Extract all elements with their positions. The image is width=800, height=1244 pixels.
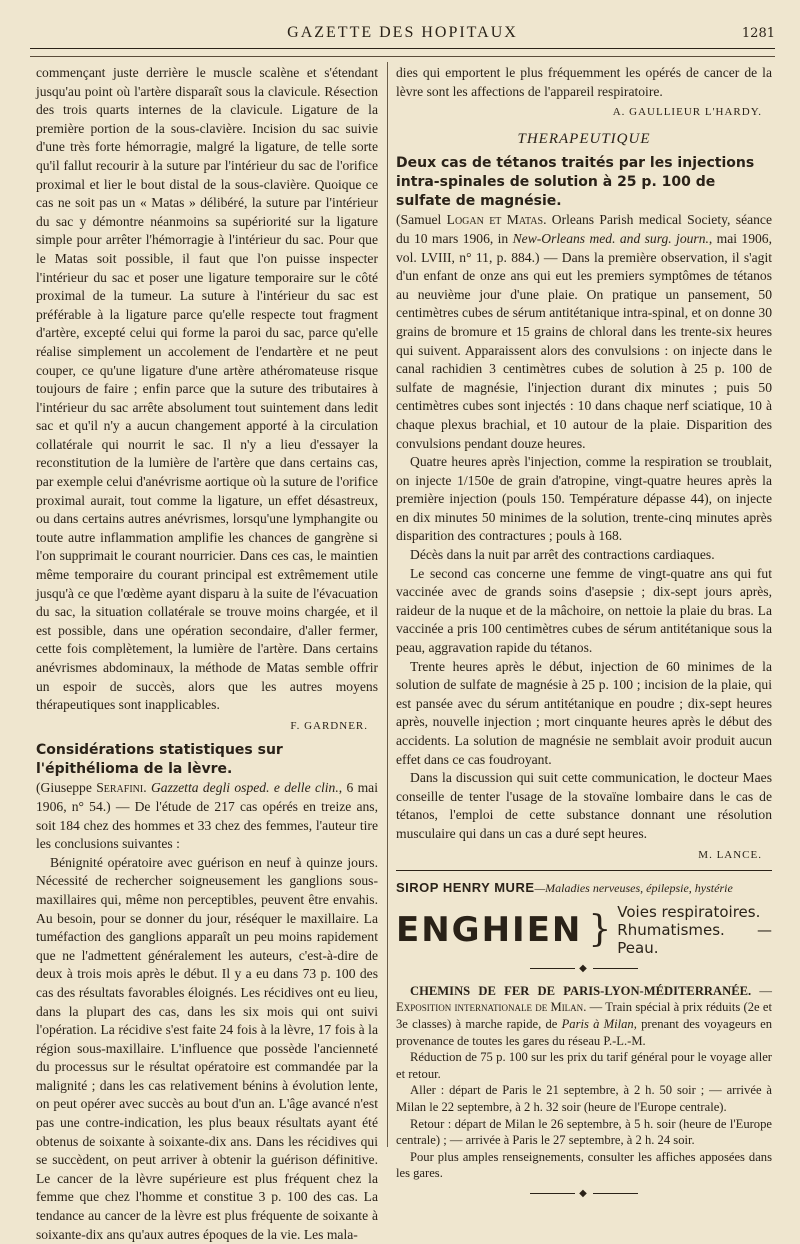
railway-reduction: Réduction de 75 p. 100 sur les prix du tarif général pour le voyage aller et retour.	[396, 1050, 772, 1081]
author-name: Serafini	[96, 780, 144, 796]
article-2-ending: dies qui emportent le plus fréquemment les opérés de cancer de la lèvre sont les affections de l'appareil respiratoire.	[396, 65, 772, 99]
ref-text: (Giuseppe	[36, 780, 97, 796]
ad-indications	[617, 903, 772, 957]
brace-icon: }	[588, 909, 612, 951]
article-2-title: Considérations statistiques sur l'épithélioma de la lèvre.	[36, 742, 283, 778]
ad-line-a: Voies respiratoires.	[617, 903, 761, 922]
railway-text: , prenant des voyageurs en provenance de toutes les gares du réseau P.-L.-M.	[396, 1016, 773, 1048]
ref-text: , mai 1906, vol. LVIII, n° 11, p. 884.) — Dans la première observation, il s'agit d'un enfant de onze ans qui eut les premiers symptômes de tétanos au neuvième jour d'une plaie. On pratique un pansement, 50 centimètres cubes de sérum antitétanique intra-spinal, et on donne 30 grains de bromure et 15 grains de chloral dans les trente-six heures qui suivent. Apparaissent alors des convulsions : on injecte dans le canal rachidien 3 centimètres cubes de solution à 25 p. 100 de sulfate de magnésie, l'injection durant dix minutes ; puis 50 centimètres cubes sont injectés : 10 dans chaque nerf sciatique, 10 à chaque plexus brachial, et 10 autour de la plaie. Disparition des convulsions pendant douze heures.	[396, 230, 773, 451]
article-3-paragraph: Quatre heures après l'injection, comme la respiration se troublait, on injecte 1/150e de grain d'atropine, vingt-quatre heures après la première injection (pouls 150. Température dépasse 44), on injecte en dix minutes 50 minimes de la solution, trente-cinq minutes après disparition des contractures ; pouls à 168.	[396, 454, 772, 544]
ornament-divider-icon: ◆	[396, 1185, 772, 1204]
signature-lance: M. LANCE.	[698, 848, 762, 861]
journal-name: New-Orleans med. and surg. journ.	[512, 230, 709, 246]
article-3-title: Deux cas de tétanos traités par les injections intra-spinales de solution à 25 p. 100 de sulfate de magnésie.	[396, 155, 755, 210]
ad-tagline: —Maladies nerveuses, épilepsie, hystérie	[534, 881, 733, 896]
section-title-therapeutique: THERAPEUTIQUE	[517, 130, 651, 147]
ad-sirop	[396, 879, 772, 897]
author-names: Logan et Matas	[446, 212, 544, 228]
ad-brand: SIROP HENRY MURE	[396, 880, 535, 896]
ad-enghien	[396, 903, 772, 957]
header-rule	[30, 56, 775, 57]
column-divider	[387, 62, 388, 1147]
ref-text: (Samuel	[396, 212, 447, 228]
journal-title: GAZETTE DES HOPITAUX	[287, 24, 518, 41]
ref-text: .	[143, 780, 151, 796]
railway-return: Retour : départ de Milan le 26 septembre, à 5 h. soir (heure de l'Europe centrale) ; — arrivée à Paris le 27 septembre, à 2 h. 24 soir.	[396, 1116, 772, 1148]
separator-line	[396, 870, 772, 871]
signature-gardner: F. GARDNER.	[290, 719, 368, 732]
article-3-paragraph: Décès dans la nuit par arrêt des contractions cardiaques.	[410, 547, 715, 563]
article-1-continuation: commençant juste derrière le muscle scalène et s'étendant jusqu'au point où l'artère disparaît sous la clavicule. Résection des trois quarts internes de la clavicule. Ligature de la première portion de la sous-clavière. Incision du sac suivie d'une très forte hémorragie, malgré la ligature, de telle sorte qu'il fallut recourir à la suture par l'intérieur du sac de l'orifice proximal et lier le bout distal de la sous-clavière. Quoique ce cas ne soit pas un « Matas » délibéré, la suture par l'intérieur du sac y démontre néanmoins sa supériorité sur la ligature simple pour arrêter l'hémorragie à l'intérieur du sac. Pour que le Matas soit possible, il faut que l'on puisse inspecter l'intérieur du sac et poser une ligature temporaire sur le côté proximal de la tumeur. La suture à l'intérieur du sac est préférable à la ligature parce qu'elle respecte tout fragment d'artère, excepté celui qui forme la paroi du sac, parce qu'elle réalise simplement un accolement de l'endartère et ne peut couper, ce qu'une ligature d'une artère athéromateuse risque toujours de faire ; enfin parce que la suture des tributaires à l'intérieur du sac arrête absolument tout suintement dans ledit sac et qu'il n'y a aucun changement apporté à la circulation collatérale qui nourrit le sac. Il n'y a lieu d'essayer la reconstitution de la lumière de l'artère que dans certains cas, par exemple celui d'anévrisme aortique où la suture de l'orifice proximal aurait, tout comme la ligature, un effet désastreux, ou dans certains autres anévrismes, lorsqu'une lymphangite ou toute autre inflammation amplifie les chances de gangrène si l'on supprimait le courant nourricier. Dans ces cas, le maintien même temporaire du courant principal est extrêmement utile jusqu'à ce que l'œdème ayant disparu à la suite de l'évacuation du sac, la situation collatérale se trouve moins chargée, et il est possible, dans une opération secondaire, d'aller fermer, cette fois complètement, la lumière de l'artère. Dans certains anévrismes abdominaux, la méthode de Matas semble offrir un espoir de succès, alors que les autres moyens thérapeutiques sont inapplicables.	[36, 65, 378, 713]
ref-text: , 6 mai 1906, n° 54.) — De l'étude de 217 cas opérés en treize ans, soit 184 chez des hommes et 33 chez des femmes, l'auteur tire les conclusions suivantes :	[36, 780, 378, 852]
advertisement-block	[396, 879, 772, 957]
article-3-paragraph: Trente heures après le début, injection de 60 minimes de la solution de sulfate de magnésie à 25 p. 100 ; incision de la plaie, qui est pansée avec du sérum antitétanique en poudre ; dix-sept heures après, nouvelle injection ; mort cinquante heures après le début des accidents. La solution de magnésie ne semblait avoir produit aucun effet dans ce cas foudroyant.	[396, 658, 772, 767]
page-header	[30, 20, 775, 49]
expo-name: Exposition internationale de Milan	[396, 1000, 584, 1015]
route: Paris à Milan	[561, 1016, 634, 1031]
signature-gaullieur: A. GAULLIEUR L'HARDY.	[612, 106, 762, 119]
ad-line-b: Rhumatismes. — Peau.	[617, 921, 772, 958]
article-3-reference	[396, 211, 772, 453]
railway-heading: CHEMINS DE FER DE PARIS-LYON-MÉDITERRANÉE.	[410, 983, 752, 998]
article-2-reference	[36, 779, 378, 853]
railway-intro	[396, 983, 772, 1049]
dash: —	[751, 983, 772, 998]
ad-big-word: ENGHIEN	[396, 910, 583, 951]
ornament-divider-icon: ◆	[396, 960, 772, 979]
railway-outbound: Aller : départ de Paris le 21 septembre, à 2 h. 50 soir ; — arrivée à Milan le 22 septembre, à 2 h. 32 soir (heure de l'Europe centrale).	[396, 1083, 772, 1114]
right-column	[396, 64, 772, 1207]
railway-info: Pour plus amples renseignements, consulter les affiches apposées dans les gares.	[396, 1149, 772, 1181]
article-3-paragraph: Dans la discussion qui suit cette communication, le docteur Maes conseille de tenter l'usage de la stovaïne lombaire dans le cas de tétanos, l'emploi de cette substance donnant une résolution musculaire qui dans un cas a duré sept heures.	[396, 770, 772, 841]
page-number: 1281	[741, 26, 775, 41]
journal-name: Gazzetta degli osped. e delle clin.	[150, 780, 339, 796]
railway-text: . — Train spécial à prix réduits (2e et 3e classes) à marche rapide, de	[396, 1000, 772, 1031]
left-column	[36, 64, 378, 1244]
article-2-body: Bénignité opératoire avec guérison en neuf à quinze jours. Nécessité de rechercher soigneusement les ganglions sous-maxillaires qui, même non perceptibles, peuvent être envahis. Au besoin, pour se donner du jour, réséquer le maxillaire. La tuméfaction des ganglions apparaît un peu moins rapidement que ne l'admettent généralement les auteurs, c'est-à-dire de deux à trois mois après le début. Il y a eu dans 73 p. 100 des cas des résultats favorables éloignés. Les récidives ont eu lieu, dans la plupart des cas, dans les six mois qui ont suivi l'opération. La récidive s'est faite 24 fois à la lèvre, 17 fois à la région sous-maxillaire. L'influence que possède l'ancienneté du processus sur le résultat opératoire est commandée par la malignité ; dans les cas relativement bénins à évolution lente, on peut opérer avec succès au bout d'un an. L'âge avancé n'est pas une contre-indication, les plus beaux résultats ayant été obtenus de soixante à soixante-dix ans. Dans les récidives qui se succèdent, on peut arriver à obtenir la guérison définitive. Le cancer de la lèvre supérieure est plus fréquent chez la femme que chez l'homme et constitue 3 p. 100 des cas. La tendance au cancer de la lèvre est plus fréquente de soixante à soixante-dix ans qu'aux autres époques de la vie. Les mala-	[36, 854, 378, 1242]
railway-notice	[396, 983, 772, 1182]
article-3-paragraph: Le second cas concerne une femme de vingt-quatre ans qui fut vaccinée avec de grands soins d'asepsie ; dix-sept jours après, raideur de la nuque et de la mâchoire, on nettoie la plaie du bras. La vaccinée a pris 100 centimètres cubes de sérum antitétanique sous la peau, aggravation rapide du tétanos.	[396, 565, 772, 656]
ref-text: . Orleans Parish medical Society, séance du 10 mars 1906, in	[396, 212, 773, 246]
